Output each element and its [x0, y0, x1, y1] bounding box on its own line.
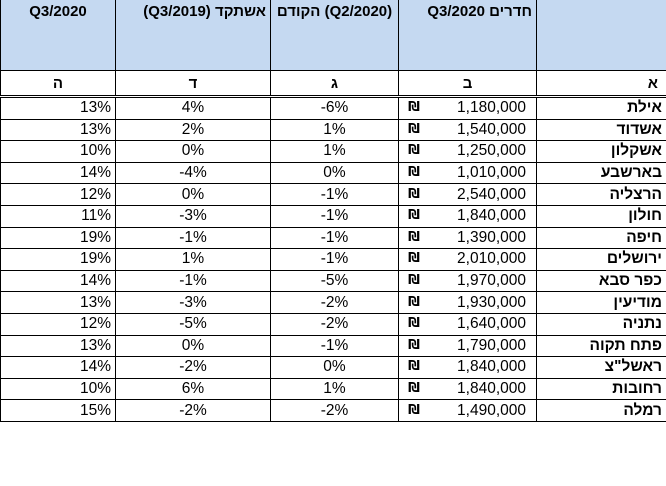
price-value: 1,250,000: [457, 142, 526, 160]
cell-col-e[interactable]: 19%: [1, 227, 116, 249]
shekel-icon: ₪: [408, 251, 420, 267]
cell-price[interactable]: [399, 335, 537, 357]
price-value: 1,010,000: [457, 164, 526, 182]
cell-col-e[interactable]: 10%: [1, 378, 116, 400]
cell-col-e[interactable]: 13%: [1, 97, 116, 120]
cell-prev-change[interactable]: 1%: [271, 378, 399, 400]
price-value: 1,180,000: [457, 99, 526, 117]
cell-city[interactable]: מודיעין: [537, 292, 666, 314]
table-row: [1, 292, 666, 314]
cell-city[interactable]: ראשל"צ: [537, 357, 666, 379]
cell-city[interactable]: בארשבע: [537, 162, 666, 184]
shekel-icon: ₪: [408, 273, 420, 289]
table-row: [1, 184, 666, 206]
cell-price[interactable]: [399, 357, 537, 379]
header-col-g: הקודם (Q2/2020): [271, 0, 399, 71]
table-row: [1, 400, 666, 422]
cell-city[interactable]: פתח תקוה: [537, 335, 666, 357]
shekel-icon: ₪: [408, 337, 420, 353]
cell-yoy-change[interactable]: 0%: [116, 141, 271, 163]
cell-col-e[interactable]: 11%: [1, 205, 116, 227]
cell-yoy-change[interactable]: -2%: [116, 357, 271, 379]
price-value: 1,970,000: [457, 272, 526, 290]
table-row: [1, 335, 666, 357]
cell-yoy-change[interactable]: -1%: [116, 270, 271, 292]
cell-prev-change[interactable]: 1%: [271, 141, 399, 163]
cell-col-e[interactable]: 15%: [1, 400, 116, 422]
price-value: 1,640,000: [457, 315, 526, 333]
cell-col-e[interactable]: 12%: [1, 184, 116, 206]
cell-city[interactable]: חיפה: [537, 227, 666, 249]
table-row: [1, 119, 666, 141]
cell-city[interactable]: נתניה: [537, 313, 666, 335]
cell-price[interactable]: [399, 162, 537, 184]
price-value: 1,840,000: [457, 380, 526, 398]
price-value: 1,840,000: [457, 207, 526, 225]
cell-yoy-change[interactable]: 0%: [116, 184, 271, 206]
cell-prev-change[interactable]: -6%: [271, 97, 399, 120]
shekel-icon: ₪: [408, 121, 420, 137]
cell-prev-change[interactable]: -2%: [271, 292, 399, 314]
letter-col-g: ג: [271, 71, 399, 97]
cell-prev-change[interactable]: 0%: [271, 162, 399, 184]
cell-col-e[interactable]: 19%: [1, 249, 116, 271]
table-row: [1, 97, 666, 120]
cell-yoy-change[interactable]: -4%: [116, 162, 271, 184]
price-value: 1,490,000: [457, 401, 526, 419]
table-row: [1, 378, 666, 400]
shekel-icon: ₪: [408, 143, 420, 159]
cell-prev-change[interactable]: 1%: [271, 119, 399, 141]
cell-col-e[interactable]: 10%: [1, 141, 116, 163]
cell-col-e[interactable]: 13%: [1, 292, 116, 314]
letter-col-b: ב: [399, 71, 537, 97]
table-row: [1, 249, 666, 271]
cell-prev-change[interactable]: -1%: [271, 335, 399, 357]
table-row: [1, 270, 666, 292]
cell-prev-change[interactable]: -1%: [271, 249, 399, 271]
header-col-d: (Q3/2019) אשתקד: [116, 0, 271, 71]
cell-city[interactable]: אשדוד: [537, 119, 666, 141]
letter-col-e: ה: [1, 71, 116, 97]
table-row: [1, 205, 666, 227]
cell-col-e[interactable]: 13%: [1, 335, 116, 357]
cell-city[interactable]: רחובות: [537, 378, 666, 400]
cell-yoy-change[interactable]: -1%: [116, 227, 271, 249]
shekel-icon: ₪: [408, 100, 420, 116]
header-col-e: Q3/2020: [1, 0, 116, 71]
price-value: 1,790,000: [457, 336, 526, 354]
cell-prev-change[interactable]: 0%: [271, 357, 399, 379]
cell-city[interactable]: אילת: [537, 97, 666, 120]
cell-col-e[interactable]: 12%: [1, 313, 116, 335]
cell-yoy-change[interactable]: 4%: [116, 97, 271, 120]
cell-yoy-change[interactable]: -5%: [116, 313, 271, 335]
cell-col-e[interactable]: 13%: [1, 119, 116, 141]
table-row: [1, 357, 666, 379]
column-letter-row: [1, 71, 666, 97]
cell-price[interactable]: [399, 378, 537, 400]
cell-yoy-change[interactable]: 1%: [116, 249, 271, 271]
shekel-icon: ₪: [408, 316, 420, 332]
cell-prev-change[interactable]: -2%: [271, 400, 399, 422]
cell-yoy-change[interactable]: 0%: [116, 335, 271, 357]
shekel-icon: ₪: [408, 165, 420, 181]
shekel-icon: ₪: [408, 402, 420, 418]
cell-yoy-change[interactable]: 6%: [116, 378, 271, 400]
price-value: 1,930,000: [457, 293, 526, 311]
cell-price[interactable]: [399, 119, 537, 141]
cell-yoy-change[interactable]: 2%: [116, 119, 271, 141]
shekel-icon: ₪: [408, 229, 420, 245]
table-row: [1, 313, 666, 335]
cell-city[interactable]: חולון: [537, 205, 666, 227]
price-value: 1,540,000: [457, 120, 526, 138]
shekel-icon: ₪: [408, 186, 420, 202]
cell-col-e[interactable]: 14%: [1, 357, 116, 379]
cell-city[interactable]: ירושלים: [537, 249, 666, 271]
shekel-icon: ₪: [408, 294, 420, 310]
cell-price[interactable]: [399, 400, 537, 422]
cell-prev-change[interactable]: -2%: [271, 313, 399, 335]
cell-prev-change[interactable]: -1%: [271, 184, 399, 206]
price-value: 1,390,000: [457, 228, 526, 246]
cell-prev-change[interactable]: -1%: [271, 227, 399, 249]
cell-city[interactable]: רמלה: [537, 400, 666, 422]
cell-price[interactable]: [399, 205, 537, 227]
header-row: [1, 0, 666, 71]
table-row: [1, 227, 666, 249]
shekel-icon: ₪: [408, 208, 420, 224]
price-value: 1,840,000: [457, 358, 526, 376]
cell-price[interactable]: [399, 97, 537, 120]
cell-yoy-change[interactable]: -2%: [116, 400, 271, 422]
cell-yoy-change[interactable]: -3%: [116, 205, 271, 227]
price-value: 2,010,000: [457, 250, 526, 268]
table-row: [1, 141, 666, 163]
cell-col-e[interactable]: 14%: [1, 162, 116, 184]
cell-price[interactable]: [399, 313, 537, 335]
cell-prev-change[interactable]: -5%: [271, 270, 399, 292]
cell-price[interactable]: [399, 249, 537, 271]
shekel-icon: ₪: [408, 381, 420, 397]
cell-col-e[interactable]: 14%: [1, 270, 116, 292]
price-value: 2,540,000: [457, 185, 526, 203]
cell-price[interactable]: [399, 292, 537, 314]
cell-city[interactable]: הרצליה: [537, 184, 666, 206]
cell-price[interactable]: [399, 184, 537, 206]
letter-col-a: א: [537, 71, 666, 97]
table-row: [1, 162, 666, 184]
shekel-icon: ₪: [408, 359, 420, 375]
header-col-b: Q3/2020 חדרים: [399, 0, 537, 71]
cell-yoy-change[interactable]: -3%: [116, 292, 271, 314]
cell-price[interactable]: [399, 270, 537, 292]
cell-price[interactable]: [399, 141, 537, 163]
cell-prev-change[interactable]: -1%: [271, 205, 399, 227]
cell-price[interactable]: [399, 227, 537, 249]
cell-city[interactable]: כפר סבא: [537, 270, 666, 292]
cell-city[interactable]: אשקלון: [537, 141, 666, 163]
header-col-a: [537, 0, 666, 71]
letter-col-d: ד: [116, 71, 271, 97]
